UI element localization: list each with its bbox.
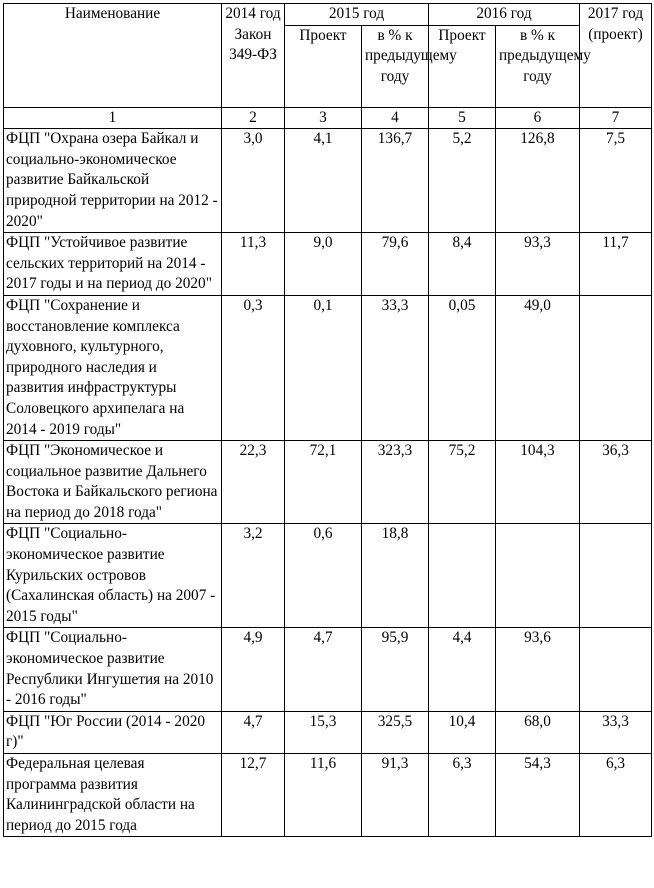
pct-2015: 325,5 bbox=[362, 711, 429, 753]
value-2014: 4,7 bbox=[222, 711, 285, 753]
pct-2015: 33,3 bbox=[362, 295, 429, 440]
header-pct-2016: в % к предыдущему году bbox=[496, 25, 580, 107]
table-row bbox=[4, 628, 652, 711]
table-row bbox=[4, 233, 652, 296]
column-number: 4 bbox=[362, 107, 429, 129]
program-name: ФЦП "Юг России (2014 - 2020 г)" bbox=[4, 711, 222, 753]
project-2015: 0,6 bbox=[285, 524, 362, 628]
header-project-2015: Проект bbox=[285, 25, 362, 107]
project-2016: 0,05 bbox=[429, 295, 496, 440]
project-2016: 8,4 bbox=[429, 233, 496, 296]
column-number: 6 bbox=[496, 107, 580, 129]
value-2017 bbox=[580, 295, 652, 440]
value-2014: 22,3 bbox=[222, 441, 285, 524]
table-row bbox=[4, 524, 652, 628]
project-2015: 9,0 bbox=[285, 233, 362, 296]
program-name: ФЦП "Экономическое и социальное развитие Дальнего Востока и Байкальского региона на период до 2018 года" bbox=[4, 441, 222, 524]
header-project-2016: Проект bbox=[429, 25, 496, 107]
program-name: ФЦП "Устойчивое развитие сельских территорий на 2014 - 2017 годы и на период до 2020" bbox=[4, 233, 222, 296]
column-number: 5 bbox=[429, 107, 496, 129]
column-number: 7 bbox=[580, 107, 652, 129]
value-2014: 0,3 bbox=[222, 295, 285, 440]
header-2016: 2016 год bbox=[429, 4, 580, 26]
project-2015: 4,1 bbox=[285, 129, 362, 233]
value-2014: 11,3 bbox=[222, 233, 285, 296]
column-number-row bbox=[4, 107, 652, 129]
program-name: ФЦП "Социально-экономическое развитие Республики Ингушетия на 2010 - 2016 годы" bbox=[4, 628, 222, 711]
table-row bbox=[4, 711, 652, 753]
table-row bbox=[4, 441, 652, 524]
column-number: 3 bbox=[285, 107, 362, 129]
header-2014: 2014 год Закон 349-ФЗ bbox=[222, 4, 285, 108]
value-2017 bbox=[580, 524, 652, 628]
value-2014: 12,7 bbox=[222, 754, 285, 837]
value-2014: 4,9 bbox=[222, 628, 285, 711]
project-2015: 4,7 bbox=[285, 628, 362, 711]
table-row bbox=[4, 295, 652, 440]
project-2016: 10,4 bbox=[429, 711, 496, 753]
pct-2016: 54,3 bbox=[496, 754, 580, 837]
project-2015: 0,1 bbox=[285, 295, 362, 440]
value-2017: 33,3 bbox=[580, 711, 652, 753]
value-2014: 3,0 bbox=[222, 129, 285, 233]
pct-2015: 95,9 bbox=[362, 628, 429, 711]
project-2016: 75,2 bbox=[429, 441, 496, 524]
program-name: ФЦП "Охрана озера Байкал и социально-экономическое развитие Байкальской природной территории на 2012 - 2020" bbox=[4, 129, 222, 233]
value-2017: 36,3 bbox=[580, 441, 652, 524]
pct-2016: 68,0 bbox=[496, 711, 580, 753]
pct-2015: 323,3 bbox=[362, 441, 429, 524]
header-name: Наименование bbox=[4, 4, 222, 108]
pct-2015: 18,8 bbox=[362, 524, 429, 628]
pct-2015: 79,6 bbox=[362, 233, 429, 296]
table-row bbox=[4, 129, 652, 233]
project-2015: 72,1 bbox=[285, 441, 362, 524]
value-2017: 6,3 bbox=[580, 754, 652, 837]
pct-2016: 93,3 bbox=[496, 233, 580, 296]
value-2014: 3,2 bbox=[222, 524, 285, 628]
project-2016: 6,3 bbox=[429, 754, 496, 837]
header-row-1 bbox=[4, 4, 652, 26]
project-2016: 5,2 bbox=[429, 129, 496, 233]
header-pct-2015: в % к предыдущему году bbox=[362, 25, 429, 107]
value-2017 bbox=[580, 628, 652, 711]
budget-table bbox=[3, 3, 652, 837]
pct-2016 bbox=[496, 524, 580, 628]
column-number: 1 bbox=[4, 107, 222, 129]
pct-2016: 126,8 bbox=[496, 129, 580, 233]
program-name: ФЦП "Социально-экономическое развитие Курильских островов (Сахалинская область) на 2007 - 2015 годы" bbox=[4, 524, 222, 628]
pct-2016: 93,6 bbox=[496, 628, 580, 711]
table-row bbox=[4, 754, 652, 837]
pct-2015: 91,3 bbox=[362, 754, 429, 837]
project-2015: 15,3 bbox=[285, 711, 362, 753]
value-2017: 11,7 bbox=[580, 233, 652, 296]
pct-2016: 104,3 bbox=[496, 441, 580, 524]
program-name: Федеральная целевая программа развития Калининградской области на период до 2015 года bbox=[4, 754, 222, 837]
header-2017: 2017 год (проект) bbox=[580, 4, 652, 108]
program-name: ФЦП "Сохранение и восстановление комплекса духовного, культурного, природного наследия и развития инфраструктуры Соловецкого архипелага на 2014 - 2019 годы" bbox=[4, 295, 222, 440]
value-2017: 7,5 bbox=[580, 129, 652, 233]
project-2016 bbox=[429, 524, 496, 628]
project-2015: 11,6 bbox=[285, 754, 362, 837]
project-2016: 4,4 bbox=[429, 628, 496, 711]
header-2015: 2015 год bbox=[285, 4, 429, 26]
pct-2016: 49,0 bbox=[496, 295, 580, 440]
column-number: 2 bbox=[222, 107, 285, 129]
pct-2015: 136,7 bbox=[362, 129, 429, 233]
